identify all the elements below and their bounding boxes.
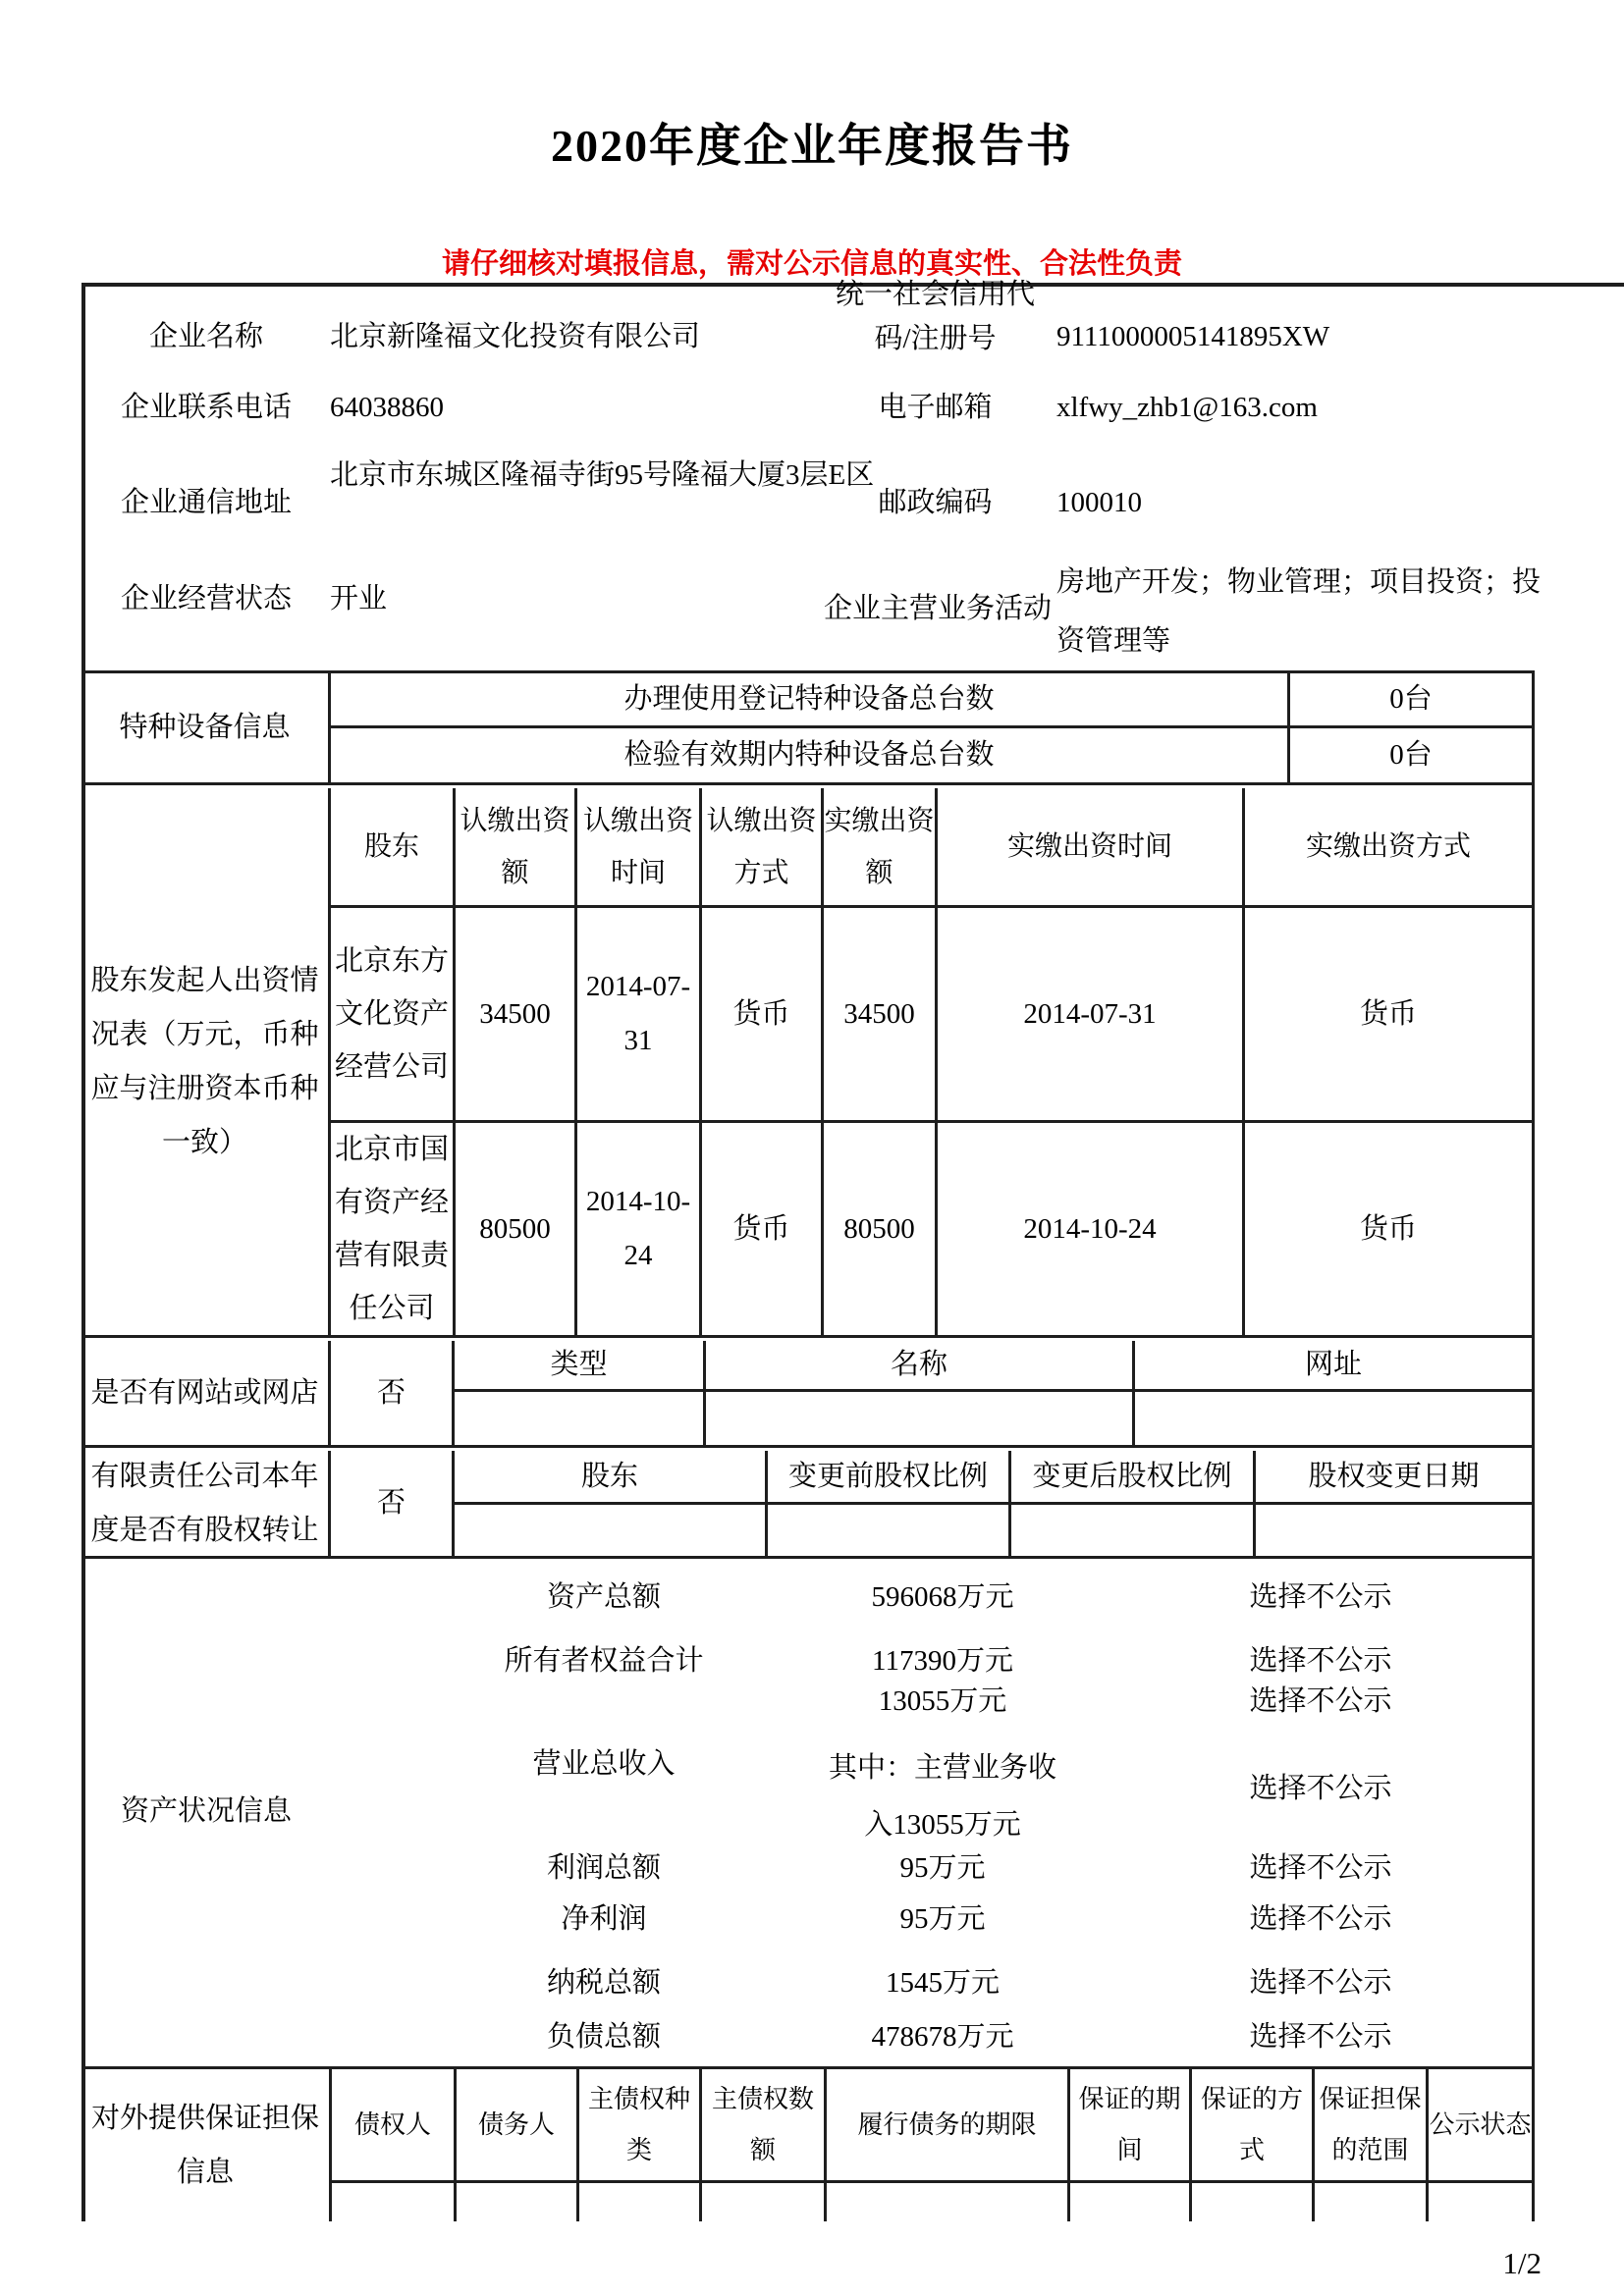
asset-item-value: 13055万元 [878,1685,1007,1717]
subscribed-method: 货币 [699,1123,821,1335]
business-label: 企业主营业务活动 [823,593,1052,624]
asset-item-name: 净利润 [561,1903,647,1935]
website-label: 是否有网站或网店 [90,1376,319,1409]
equity-transfer-label: 有限责任公司本年度是否有股权转让 [90,1460,319,1546]
empty-cell [1132,1392,1532,1445]
shareholder-name: 北京东方文化资产经营公司 [328,908,453,1123]
asset-item-name: 利润总额 [546,1852,661,1884]
col-header-type: 类型 [452,1341,703,1392]
asset-row [0,1675,1624,1729]
col-header-paid-amount: 实缴出资额 [821,788,935,908]
phone-label: 企业联系电话 [120,392,292,423]
special-equipment-section [81,673,1532,782]
equipment-row-value: 0台 [1287,728,1532,782]
col-header-ratio-after: 变更后股权比例 [1008,1451,1253,1505]
equity-transfer-section [81,1451,1532,1556]
empty-cell [1253,1505,1532,1556]
col-header-guarantee-scope: 保证担保的范围 [1312,2069,1426,2183]
asset-item-value: 117390万元 [872,1645,1013,1677]
asset-item-disclosure: 选择不公示 [1249,1773,1392,1804]
section-divider [81,782,1532,785]
asset-row [0,1571,1624,1625]
asset-row [0,1893,1624,1947]
phone-value: 64038860 [330,392,444,423]
col-header-name: 名称 [703,1341,1132,1392]
subscribed-date: 2014-07-31 [574,908,699,1123]
col-header-paid-date: 实缴出资时间 [935,788,1242,908]
col-header-guarantee-method: 保证的方式 [1189,2069,1312,2183]
asset-item-disclosure: 选择不公示 [1249,1581,1392,1613]
col-header-paid-method: 实缴出资方式 [1242,788,1532,908]
company-name-label: 企业名称 [148,321,263,352]
empty-cell [1312,2183,1426,2221]
assets-label: 资产状况信息 [120,1795,292,1827]
empty-cell [576,2183,699,2221]
col-header-subscribed-method: 认缴出资方式 [699,788,821,908]
asset-item-name: 营业总收入 [532,1748,676,1780]
equipment-row-name: 办理使用登记特种设备总台数 [328,673,1287,728]
asset-item-value: 478678万元 [871,2021,1014,2053]
col-header-debtor: 债务人 [454,2069,576,2183]
paid-amount: 80500 [821,1123,935,1335]
equity-transfer-answer: 否 [328,1451,452,1556]
asset-row [0,1842,1624,1896]
asset-item-value: 1545万元 [885,1967,1000,1999]
shareholders-label: 股东发起人出资情况表（万元，币种应与注册资本币种一致） [90,964,319,1158]
empty-cell [454,2183,576,2221]
empty-cell [824,2183,1067,2221]
paid-date: 2014-10-24 [935,1123,1242,1335]
guarantee-label: 对外提供保证担保信息 [90,2102,319,2188]
asset-item-name: 负债总额 [546,2021,661,2053]
col-header-claim-type: 主债权种类 [576,2069,699,2183]
col-header-guarantee-period: 保证的期间 [1067,2069,1189,2183]
col-header-subscribed-date: 认缴出资时间 [574,788,699,908]
website-answer: 否 [328,1341,452,1445]
website-section [81,1341,1532,1445]
credit-code-label: 统一社会信用代码/注册号 [835,279,1035,354]
empty-cell [699,2183,824,2221]
asset-item-value: 95万元 [899,1903,986,1935]
asset-row [0,2010,1624,2064]
status-value: 开业 [330,583,388,614]
empty-cell [1067,2183,1189,2221]
shareholder-name: 北京市国有资产经营有限责任公司 [328,1123,453,1335]
empty-cell [452,1505,765,1556]
asset-item-disclosure: 选择不公示 [1249,2021,1392,2053]
asset-item-name: 所有者权益合计 [504,1645,704,1677]
empty-cell [329,2183,454,2221]
col-header-ratio-before: 变更前股权比例 [765,1451,1008,1505]
paid-date: 2014-07-31 [935,908,1242,1123]
empty-cell [765,1505,1008,1556]
subscribed-method: 货币 [699,908,821,1123]
col-header-shareholder: 股东 [328,788,453,908]
equipment-row-value: 0台 [1287,673,1532,728]
credit-code-value: 9111000005141895XW [1056,321,1330,352]
paid-method: 货币 [1242,908,1532,1123]
empty-cell [452,1392,703,1445]
shareholders-section [81,788,1532,1335]
business-value: 房地产开发；物业管理；项目投资；投资管理等 [1056,566,1542,657]
paid-method: 货币 [1242,1123,1532,1335]
empty-cell [703,1392,1132,1445]
address-label: 企业通信地址 [120,487,292,518]
asset-item-disclosure: 选择不公示 [1249,1967,1392,1999]
section-divider [81,1445,1532,1448]
asset-item-value: 其中：主营业务收入13055万元 [828,1752,1056,1841]
company-name-value: 北京新隆福文化投资有限公司 [330,321,701,352]
subscribed-amount: 34500 [453,908,574,1123]
col-header-shareholder: 股东 [452,1451,765,1505]
empty-cell [1008,1505,1253,1556]
page-title: 2020年度企业年度报告书 [551,121,1073,171]
asset-row [0,1956,1624,2010]
asset-item-name: 纳税总额 [546,1967,661,1999]
email-label: 电子邮箱 [878,392,993,423]
postcode-value: 100010 [1056,487,1142,518]
warning-text: 请仔细核对填报信息，需对公示信息的真实性、合法性负责 [441,248,1182,280]
asset-item-name: 资产总额 [546,1581,661,1613]
email-value: xlfwy_zhb1@163.com [1056,392,1318,423]
paid-amount: 34500 [821,908,935,1123]
subscribed-date: 2014-10-24 [574,1123,699,1335]
address-value: 北京市东城区隆福寺街95号隆福大厦3层E区 [330,459,875,491]
special-equipment-label: 特种设备信息 [119,712,291,743]
asset-item-value: 596068万元 [871,1581,1014,1613]
empty-cell [1189,2183,1312,2221]
col-header-creditor: 债权人 [329,2069,454,2183]
col-header-url: 网址 [1132,1341,1532,1392]
page-number: 1/2 [1502,2246,1542,2280]
col-header-change-date: 股权变更日期 [1253,1451,1532,1505]
status-label: 企业经营状态 [120,583,292,614]
asset-item-disclosure: 选择不公示 [1249,1645,1392,1677]
postcode-label: 邮政编码 [878,487,993,518]
subscribed-amount: 80500 [453,1123,574,1335]
asset-item-disclosure: 选择不公示 [1249,1685,1392,1717]
col-header-subscribed-amount: 认缴出资额 [453,788,574,908]
asset-item-value: 95万元 [899,1852,986,1884]
equipment-row-name: 检验有效期内特种设备总台数 [328,728,1287,782]
asset-item-disclosure: 选择不公示 [1249,1852,1392,1884]
asset-item-disclosure: 选择不公示 [1249,1903,1392,1935]
empty-cell [1426,2183,1532,2221]
guarantee-section [81,2069,1532,2221]
col-header-disclosure-status: 公示状态 [1426,2069,1532,2183]
col-header-claim-amount: 主债权数额 [699,2069,824,2183]
col-header-performance-period: 履行债务的期限 [824,2069,1067,2183]
